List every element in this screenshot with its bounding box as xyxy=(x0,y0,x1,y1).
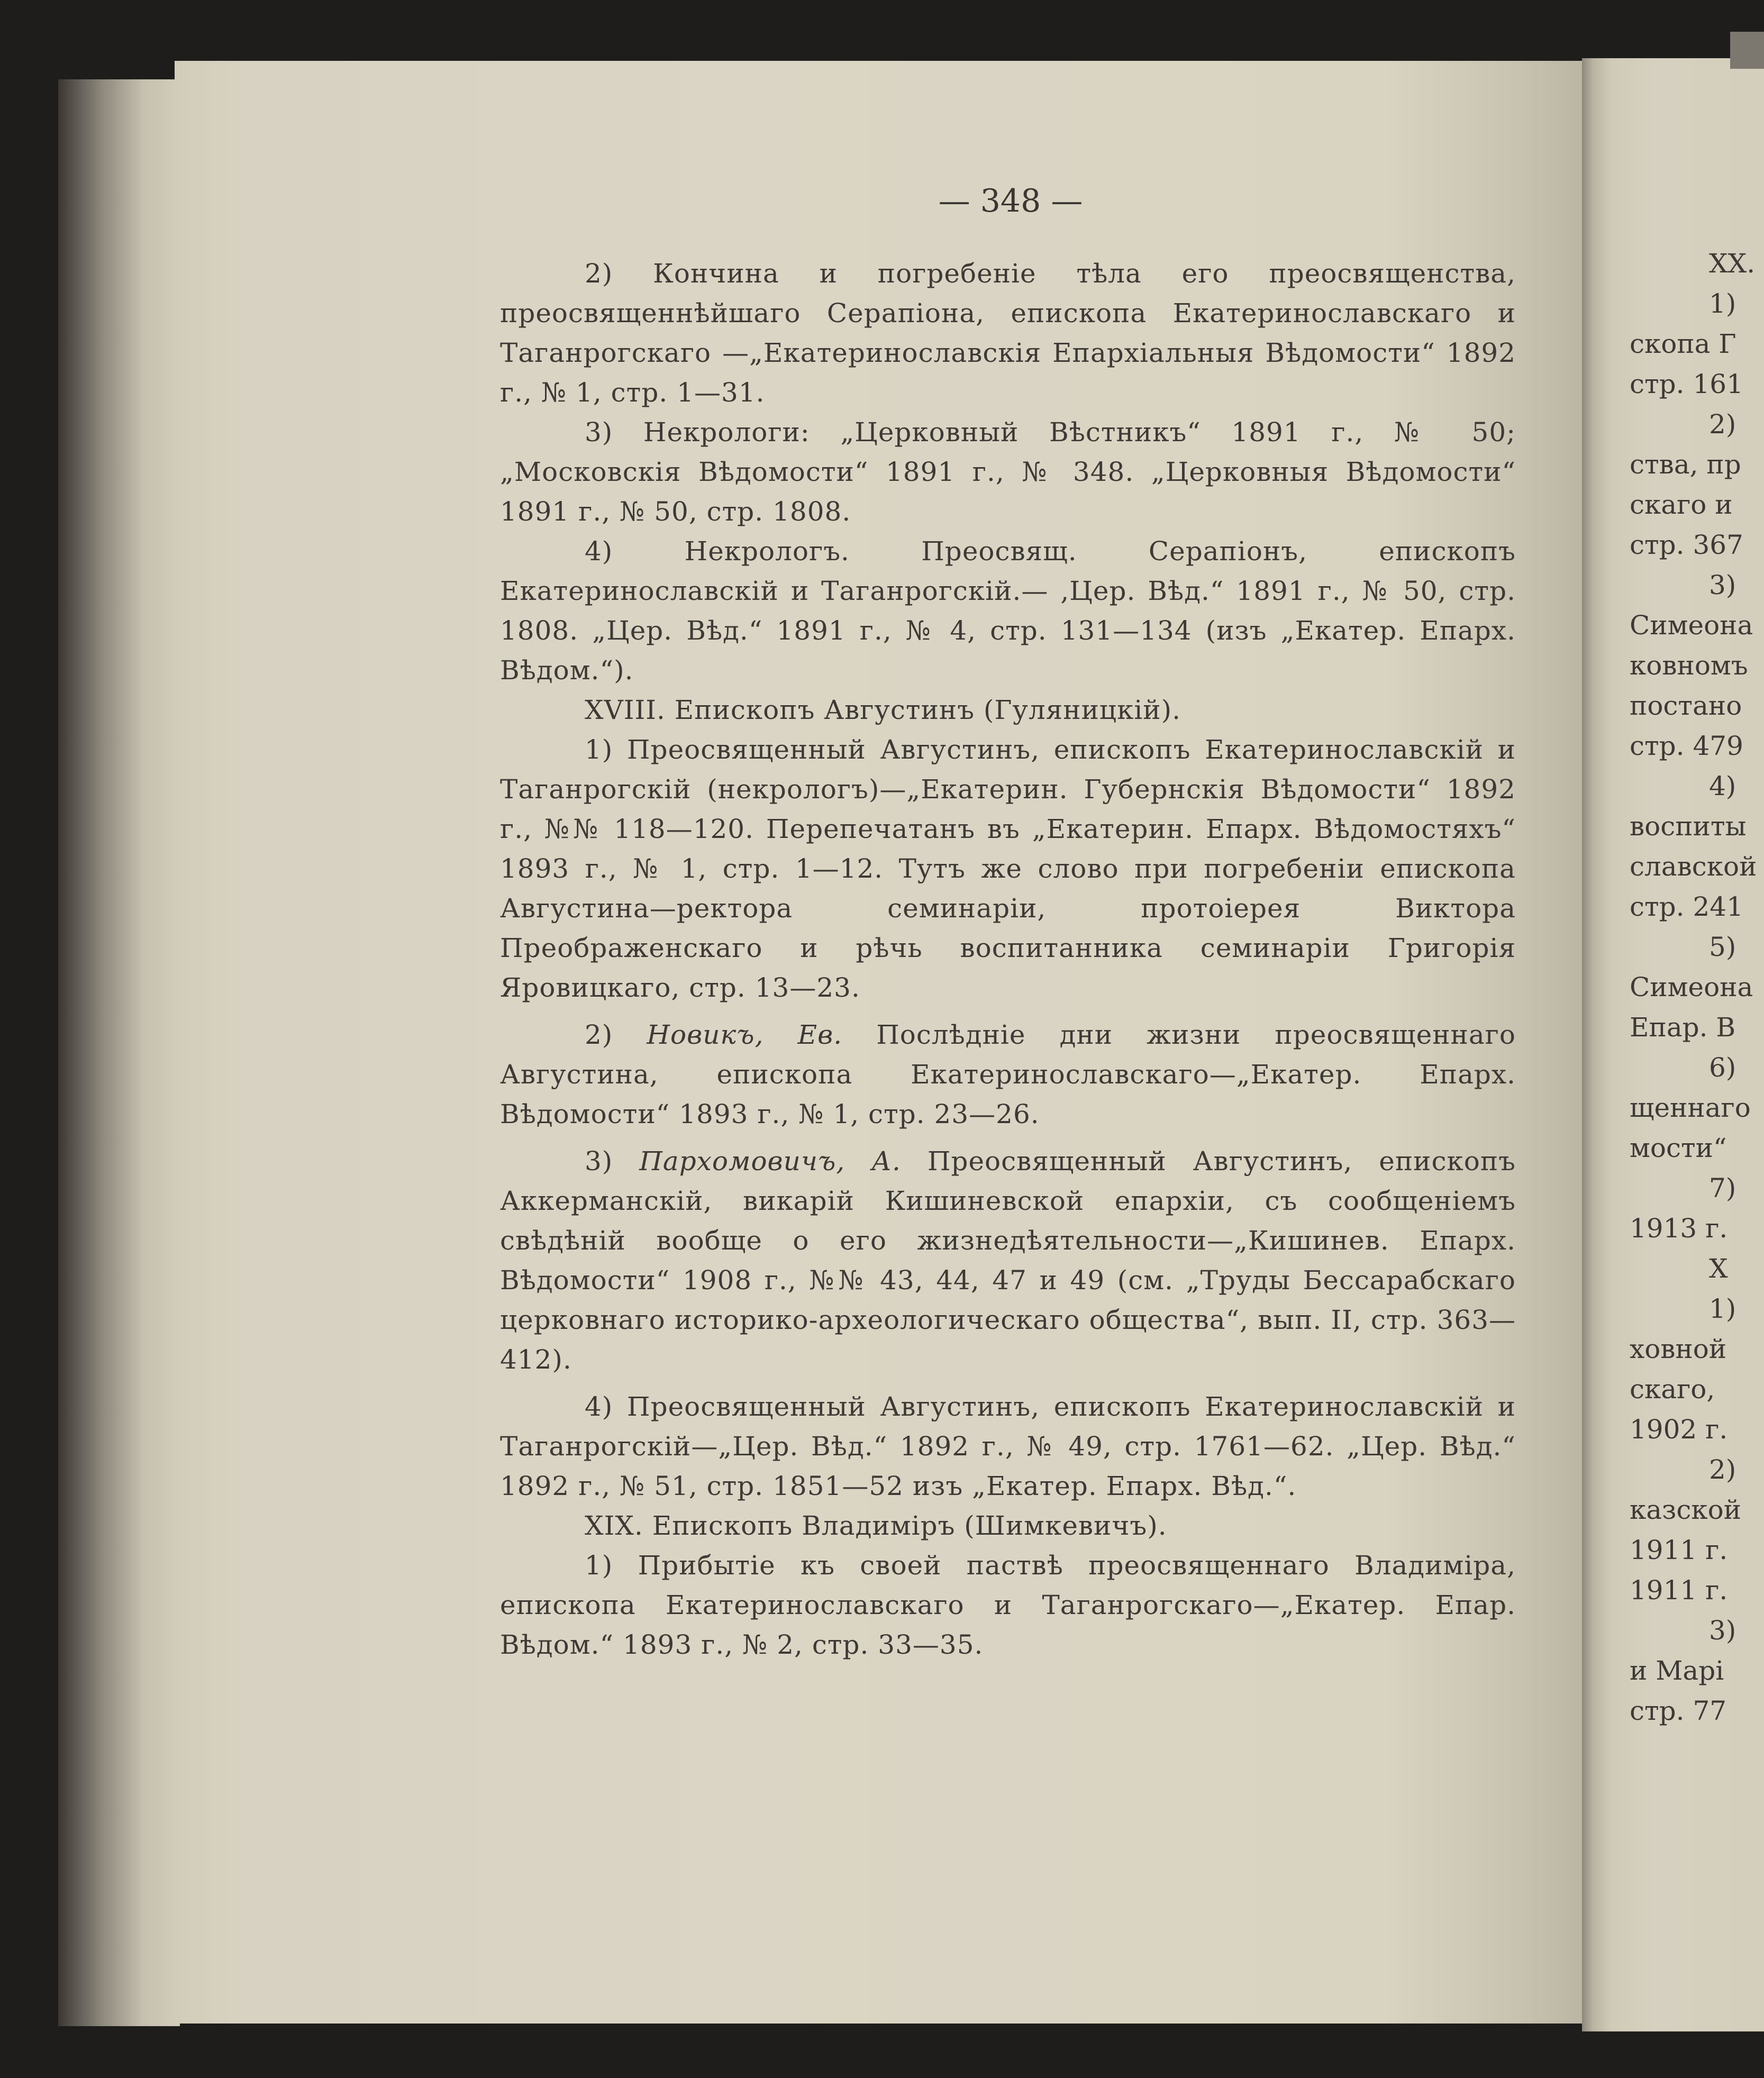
paragraph: 1) Преосвященный Августинъ, епископъ Екатеринославскій и Таганрогскій (некрологъ)—„Екатерин. Губернскія Вѣдомости“ 1892 г., №№ 118—120. Перепечатанъ въ „Екатерин. Епарх. Вѣдомостяхъ“ 1893 г., № 1, стр. 1—12. Тутъ же слово при погребеніи епископа Августина—ректора семинаріи, протоіерея Виктора Преображенскаго и рѣчь воспитанника семинаріи Григорія Яровицкаго, стр. 13—23. xyxy=(500,734,1516,1003)
text-line: щеннаго xyxy=(1630,1092,1751,1123)
text-line: стр. 479 xyxy=(1630,731,1743,761)
text-line: XX. xyxy=(1709,248,1756,279)
author-name: Новикъ, Ев. xyxy=(647,1019,843,1050)
right-page-corner xyxy=(1730,32,1764,69)
section-heading: XVIII. Епископъ Августинъ (Гуляницкій). xyxy=(585,695,1181,725)
text-line: 1902 г. xyxy=(1630,1414,1728,1445)
text-line: воспиты xyxy=(1630,811,1747,842)
text-line: 4) xyxy=(1709,771,1736,801)
page-number-header: — 348 — xyxy=(938,183,1083,220)
paragraph xyxy=(500,1015,1516,1134)
text-line: постано xyxy=(1630,690,1742,721)
section-heading: XIX. Епископъ Владиміръ (Шимкевичъ). xyxy=(585,1510,1167,1541)
paragraph: 4) Преосвященный Августинъ, епископъ Екатеринославскій и Таганрогскій—„Цер. Вѣд.“ 1892 г., № 49, стр. 1761—62. „Цер. Вѣд.“ 1892 г., № 51, стр. 1851—52 изъ „Екатер. Епарх. Вѣд.“. xyxy=(500,1391,1516,1501)
text-line: 1) xyxy=(1709,1293,1736,1324)
text-line: скаго и xyxy=(1630,489,1733,520)
author-name: Пархомовичъ, А. xyxy=(639,1146,901,1177)
text-line: 3) xyxy=(1709,570,1736,600)
text-line: 5) xyxy=(1709,932,1736,962)
text-line: 1911 г. xyxy=(1630,1575,1728,1606)
item-number: 2) xyxy=(585,1019,613,1050)
text-line: Симеона xyxy=(1630,972,1753,1002)
text-line: ховной xyxy=(1630,1334,1727,1364)
text-line: славской xyxy=(1630,851,1757,882)
item-number: 3) xyxy=(585,1146,613,1177)
text-line: ства, пр xyxy=(1630,449,1741,480)
text-line: казской xyxy=(1630,1494,1742,1525)
paragraph: 4) Некрологъ. Преосвящ. Серапіонъ, епископъ Екатеринославскій и Таганрогскій.— ,Цер. Вѣд.“ 1891 г., № 50, стр. 1808. „Цер. Вѣд.“ 1891 г., № 4, стр. 131—134 (изъ „Екатер. Епарх. Вѣдом.“). xyxy=(500,536,1516,686)
text-line: стр. 367 xyxy=(1630,530,1743,560)
text-line: 6) xyxy=(1709,1052,1736,1083)
text-line: Симеона xyxy=(1630,610,1753,641)
text-line: 1) xyxy=(1709,288,1736,319)
text-line: X xyxy=(1709,1253,1728,1284)
paragraph: 1) Прибытіе къ своей паствѣ преосвященнаго Владиміра, епископа Екатеринославскаго и Таганрогскаго—„Екатер. Епар. Вѣдом.“ 1893 г., № 2, стр. 33—35. xyxy=(500,1550,1516,1660)
text-line: ковномъ xyxy=(1630,650,1748,681)
paragraph-text: Послѣдніе дни жизни преосвященнаго Августина, епископа Екатеринославскаго—„Екатер. Епарх. Вѣдомости“ 1893 г., № 1, стр. 23—26. xyxy=(500,1019,1516,1129)
text-line: мости“ xyxy=(1630,1133,1727,1163)
text-line: 1913 г. xyxy=(1630,1213,1728,1244)
paragraph xyxy=(500,1142,1516,1380)
text-line: Епар. В xyxy=(1630,1012,1736,1043)
text-line: стр. 77 xyxy=(1630,1696,1727,1726)
paragraph: 3) Некрологи: „Церковный Вѣстникъ“ 1891 г., № 50; „Московскія Вѣдомости“ 1891 г., № 348. „Церковныя Вѣдомости“ 1891 г., № 50, стр. 1808. xyxy=(500,417,1516,527)
text-line: 2) xyxy=(1709,409,1736,440)
left-page-text xyxy=(500,254,1516,1665)
text-line: стр. 241 xyxy=(1630,891,1743,922)
book-page-edge xyxy=(58,79,180,2026)
text-line: скопа Г xyxy=(1630,329,1736,359)
text-line: стр. 161 xyxy=(1630,369,1743,399)
text-line: 7) xyxy=(1709,1173,1736,1204)
text-line: 1911 г. xyxy=(1630,1535,1728,1565)
text-line: 2) xyxy=(1709,1454,1736,1485)
paragraph: 2) Кончина и погребеніе тѣла его преосвященства, преосвященнѣйшаго Серапіона, епископа Екатеринославскаго и Таганрогскаго —„Екатеринославскія Епархіальныя Вѣдомости“ 1892 г., № 1, стр. 1—31. xyxy=(500,258,1516,408)
text-line: и Марі xyxy=(1630,1655,1724,1686)
right-page-text xyxy=(1630,243,1764,1731)
text-line: скаго, xyxy=(1630,1374,1715,1405)
paragraph-text: Преосвященный Августинъ, епископъ Аккерманскій, викарій Кишиневской епархіи, съ сообщеніемъ свѣдѣній вообще о его жизнедѣятельности—„Кишинев. Епарх. Вѣдомости“ 1908 г., №№ 43, 44, 47 и 49 (см. „Труды Бессарабскаго церковнаго историко-археологическаго общества“, вып. II, стр. 363—412). xyxy=(500,1146,1516,1375)
text-line: 3) xyxy=(1709,1615,1736,1646)
